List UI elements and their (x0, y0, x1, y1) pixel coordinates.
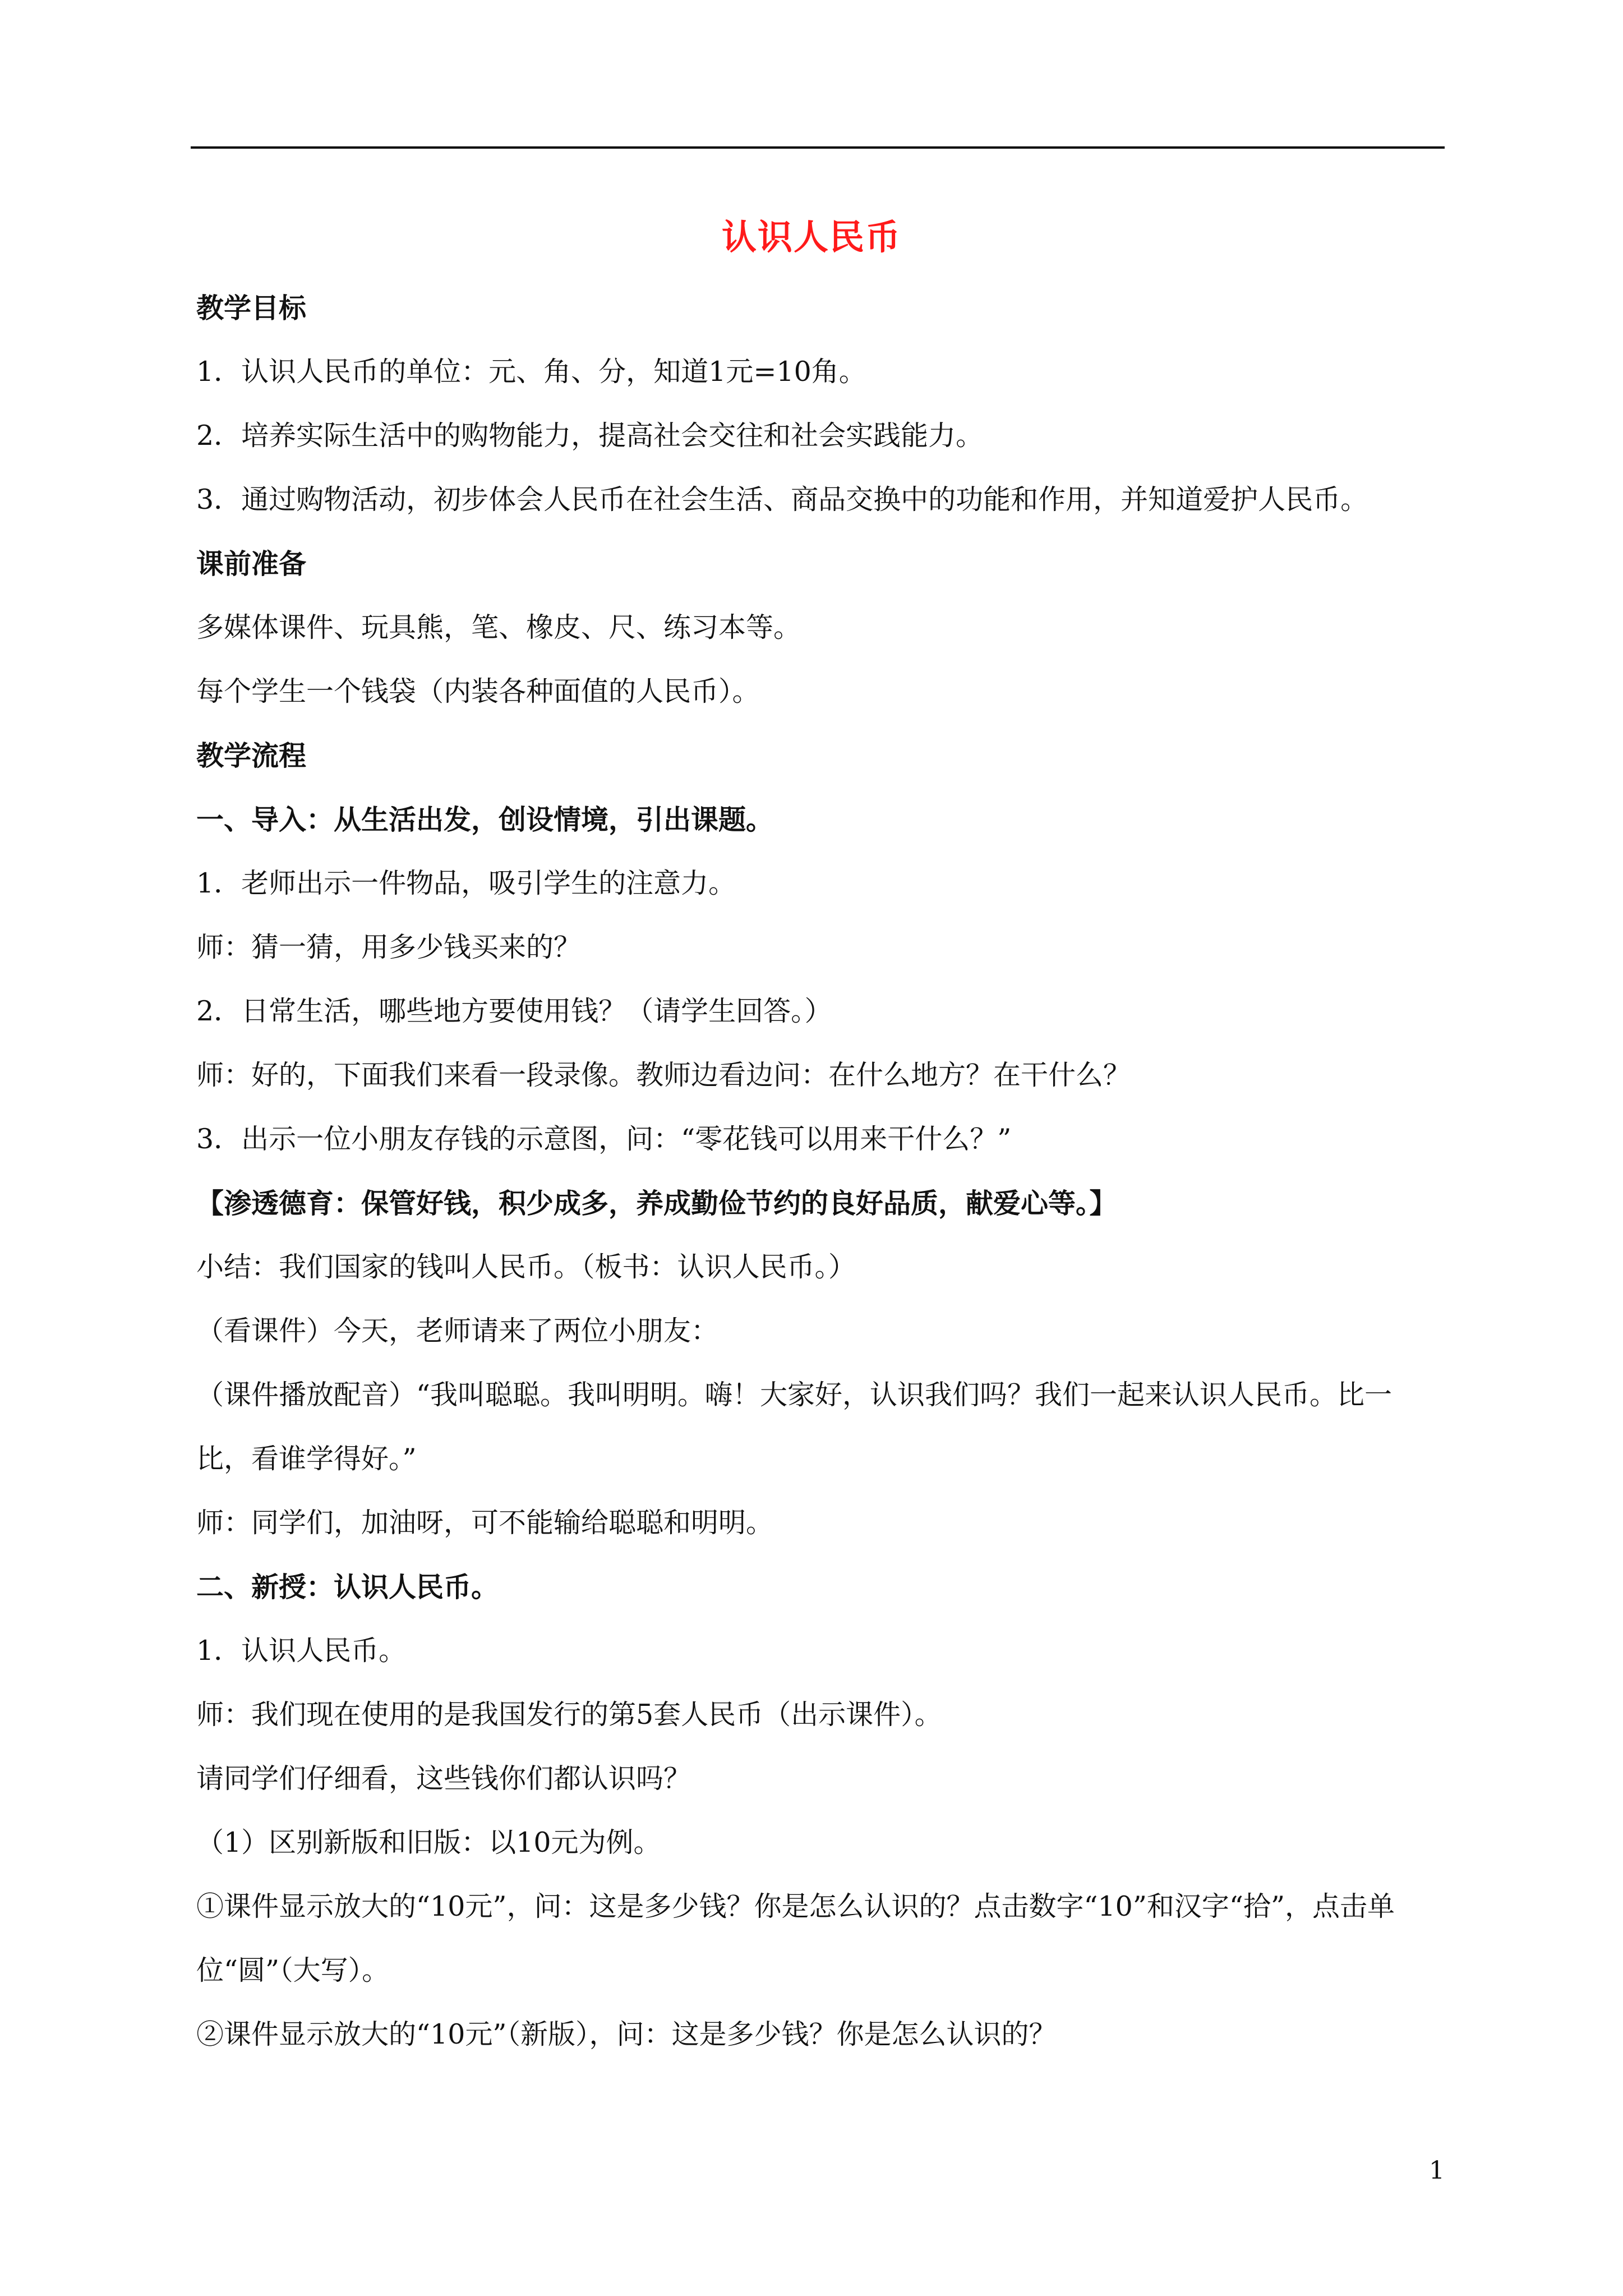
header-rule (191, 146, 1445, 149)
document-title: 认识人民币 (721, 217, 901, 257)
paragraph-line: （看课件）今天，老师请来了两位小朋友： (196, 1315, 719, 1347)
paragraph-line: （1）区别新版和旧版：以10元为例。 (196, 1826, 661, 1858)
paragraph-line: （课件播放配音）“我叫聪聪。我叫明明。嗨！大家好，认识我们吗？我们一起来认识人民币。比一比，看谁学得好。” (196, 1379, 1393, 1475)
paragraph-line: 3．出示一位小朋友存钱的示意图，问：“零花钱可以用来干什么？” (196, 1123, 1012, 1155)
paragraph-line: 师：猜一猜，用多少钱买来的？ (196, 931, 582, 963)
paragraph-line: 3．通过购物活动，初步体会人民币在社会生活、商品交换中的功能和作用，并知道爱护人民币。 (196, 484, 1368, 516)
section-heading: 二、新授：认识人民币。 (196, 1571, 499, 1603)
section-heading: 教学流程 (196, 739, 307, 772)
paragraph-line: 1．老师出示一件物品，吸引学生的注意力。 (196, 867, 736, 899)
section-heading: 一、导入：从生活出发，创设情境，引出课题。 (196, 803, 774, 836)
section-heading: 课前准备 (196, 547, 307, 580)
paragraph-line: 每个学生一个钱袋（内装各种面值的人民币）。 (196, 675, 760, 707)
paragraph-line: 师：好的，下面我们来看一段录像。教师边看边问：在什么地方？在干什么？ (196, 1059, 1131, 1091)
paragraph-line: 小结：我们国家的钱叫人民币。（板书：认识人民币。） (196, 1251, 856, 1283)
page-number: 1 (1429, 2156, 1445, 2185)
paragraph-line: 1．认识人民币。 (196, 1635, 407, 1667)
paragraph-line: 师：同学们，加油呀，可不能输给聪聪和明明。 (196, 1507, 774, 1539)
paragraph-line: 2．日常生活，哪些地方要使用钱？（请学生回答。） (196, 995, 832, 1027)
paragraph-line: ②课件显示放大的“10元”（新版），问：这是多少钱？你是怎么认识的？ (196, 2018, 1057, 2050)
paragraph-line: 多媒体课件、玩具熊，笔、橡皮、尺、练习本等。 (196, 611, 801, 643)
document-body (196, 291, 1447, 2081)
paragraph-line: 2．培养实际生活中的购物能力，提高社会交往和社会实践能力。 (196, 420, 984, 452)
paragraph-line: ①课件显示放大的“10元”，问：这是多少钱？你是怎么认识的？点击数字“10”和汉字“拾”，点击单位“圆”（大写）。 (196, 1890, 1395, 1986)
paragraph-line: 师：我们现在使用的是我国发行的第5套人民币（出示课件）。 (196, 1699, 942, 1731)
paragraph-line: 1．认识人民币的单位：元、角、分，知道1元=10角。 (196, 356, 866, 388)
section-heading: 教学目标 (196, 292, 307, 324)
section-heading: 【渗透德育：保管好钱，积少成多，养成勤俭节约的良好品质，献爱心等。】 (196, 1187, 1117, 1220)
paragraph-line: 请同学们仔细看，这些钱你们都认识吗？ (196, 1763, 691, 1795)
